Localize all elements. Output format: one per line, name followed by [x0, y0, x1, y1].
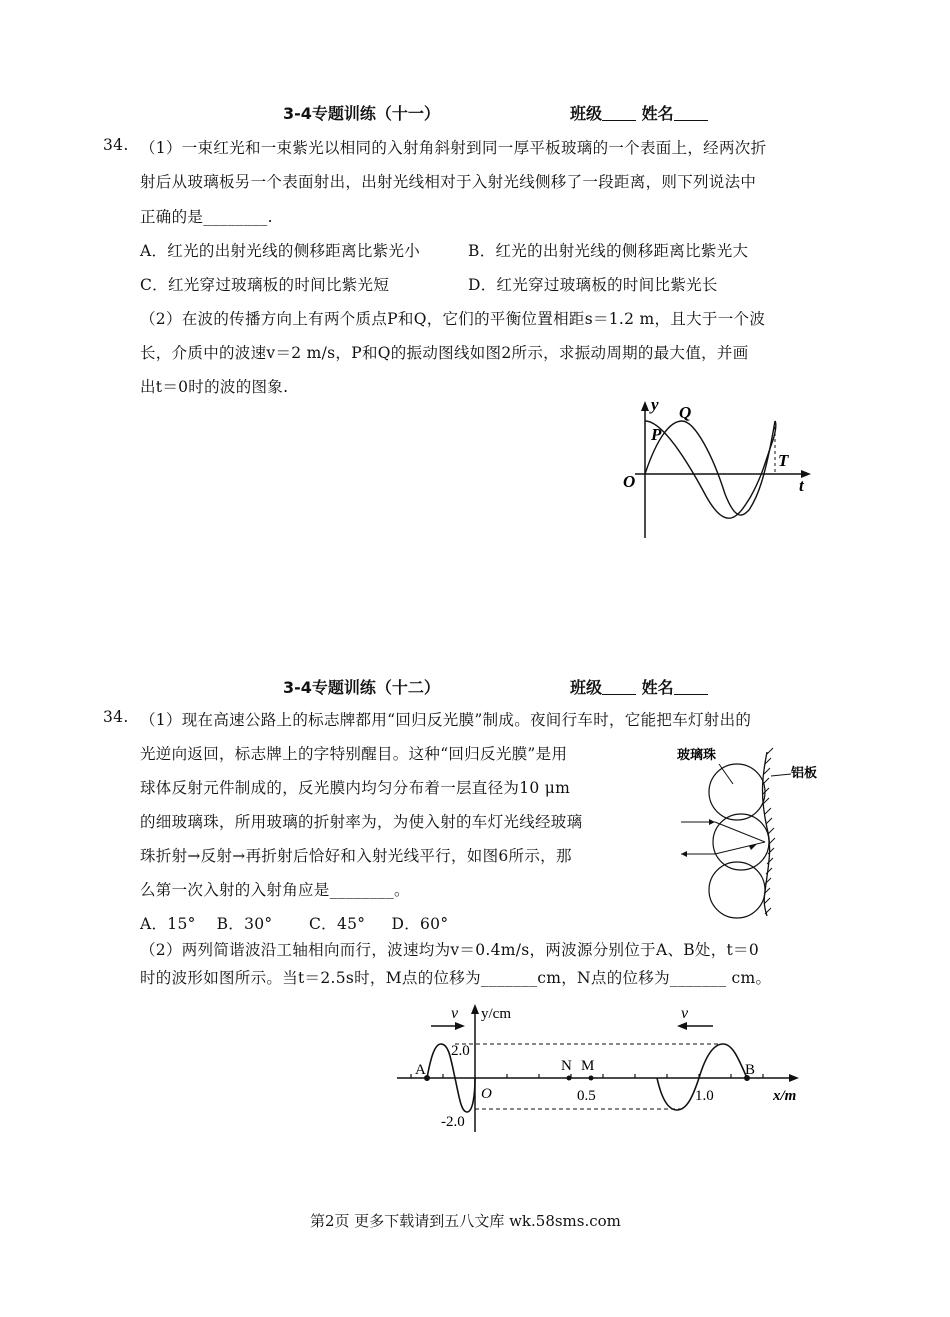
label-n: N [561, 1058, 572, 1074]
wave-y-label: y/cm [481, 1006, 511, 1022]
name-label: 姓名 [641, 104, 674, 123]
sheet2-class-field[interactable] [570, 675, 708, 698]
sheet1-p1-line1: （1）一束红光和一束紫光以相同的入射角斜射到同一厚平板玻璃的一个表面上，经两次折 [140, 139, 767, 157]
sheet1-p1-line3: 正确的是________. [140, 208, 273, 226]
bead-pointer [719, 764, 733, 784]
graph-t-label: T [778, 451, 789, 470]
graph-q-label: Q [679, 403, 692, 422]
glass-bead-top [709, 764, 765, 820]
bead-label: 玻璃珠 [677, 747, 717, 762]
v-right-label: v [681, 1005, 689, 1022]
sheet1-p2-line1: （2）在波的传播方向上有两个质点P和Q，它们的平衡位置相距s＝1.2 m，且大于一个波 [140, 310, 766, 328]
class-label: 班级 [570, 104, 603, 123]
sheet2-p1-line2: 光逆向返回，标志牌上的字特别醒目。这种“回归反光膜”是用 [140, 745, 568, 763]
curve-q [645, 421, 775, 515]
label-m: M [581, 1058, 595, 1074]
sheet2-p1-line5: 珠折射→反射→再折射后恰好和入射光线平行，如图6所示，那 [140, 847, 572, 865]
vibration-graph [615, 398, 815, 540]
sheet1-option-d[interactable]: D．红光穿过玻璃板的时间比紫光长 [468, 276, 718, 294]
sheet2-p1-line6: 么第一次入射的入射角应是________。 [140, 881, 410, 899]
y-axis-arrow [471, 1004, 479, 1014]
sheet2-p1-line1: （1）现在高速公路上的标志牌都用“回归反光膜”制成。夜间行车时，它能把车灯射出的 [140, 711, 752, 729]
sheet1-p2-line3: 出t＝0时的波的图象. [140, 378, 289, 396]
tick-05-label: 0.5 [577, 1088, 596, 1104]
graph-p-label: P [651, 425, 662, 444]
glass-bead-middle [713, 814, 769, 870]
sheet1-class-field[interactable] [570, 101, 708, 124]
sheet1-title: 3-4专题训练（十一） [283, 104, 440, 123]
sheet2-p2-line1: （2）两列简谐波沿工轴相向而行，波速均为v＝0.4m/s，两波源分别位于A、B处，t＝0 [140, 941, 760, 959]
graph-origin: O [623, 472, 636, 491]
wave-x-label: x/m [773, 1088, 797, 1104]
graph-y-label: y [651, 398, 659, 414]
plate-label: 铝板 [791, 765, 818, 780]
x-axis-arrow [789, 1074, 799, 1082]
sheet2-title: 3-4专题训练（十二） [283, 678, 440, 697]
y-axis-arrow [641, 401, 649, 411]
glass-bead-figure [675, 742, 835, 920]
amp-neg-label: -2.0 [441, 1114, 465, 1130]
sheet2-q-number: 34. [103, 708, 129, 726]
sheet1-option-a[interactable]: A．红光的出射光线的侧移距离比紫光小 [140, 242, 421, 260]
tick-10-label: 1.0 [695, 1088, 714, 1104]
sheet2-p2-line2: 时的波形如图所示。当t＝2.5s时，M点的位移为_______cm，N点的位移为_______ cm。 [140, 969, 772, 987]
v-left-label: v [451, 1005, 459, 1022]
glass-bead-bottom [709, 862, 765, 918]
amp-pos-label: 2.0 [451, 1043, 470, 1059]
sheet2-p1-line4: 的细玻璃珠，所用玻璃的折射率为，为使入射的车灯光线经玻璃 [140, 813, 583, 831]
class-label: 班级 [570, 678, 603, 697]
curve-p [645, 421, 776, 518]
sheet1-option-c[interactable]: C．红光穿过玻璃板的时间比紫光短 [140, 276, 390, 294]
sheet1-p2-line2: 长，介质中的波速v＝2 m/s，P和Q的振动图线如图2所示，求振动周期的最大值，并画 [140, 344, 749, 362]
sheet2-options[interactable]: A．15° B．30° C．45° D．60° [140, 915, 449, 933]
name-label: 姓名 [641, 678, 674, 697]
sheet1-q-number: 34. [103, 136, 129, 154]
page-footer: 第2页 更多下载请到五八文库 wk.58sms.com [310, 1212, 621, 1230]
sheet1-option-b[interactable]: B．红光的出射光线的侧移距离比紫光大 [468, 242, 749, 260]
point-m [589, 1076, 594, 1081]
point-n [567, 1076, 572, 1081]
label-a: A [415, 1062, 426, 1078]
label-b: B [745, 1062, 756, 1078]
sheet1-p1-line2: 射后从玻璃板另一个表面射出，出射光线相对于入射光线侧移了一段距离，则下列说法中 [140, 173, 757, 191]
wave-origin: O [481, 1086, 492, 1102]
graph-x-label: t [799, 476, 804, 495]
plate-pointer [771, 774, 791, 776]
two-wave-figure [395, 1000, 815, 1136]
sheet2-p1-line3: 球体反射元件制成的，反光膜内均匀分布着一层直径为10 μm [140, 779, 571, 797]
